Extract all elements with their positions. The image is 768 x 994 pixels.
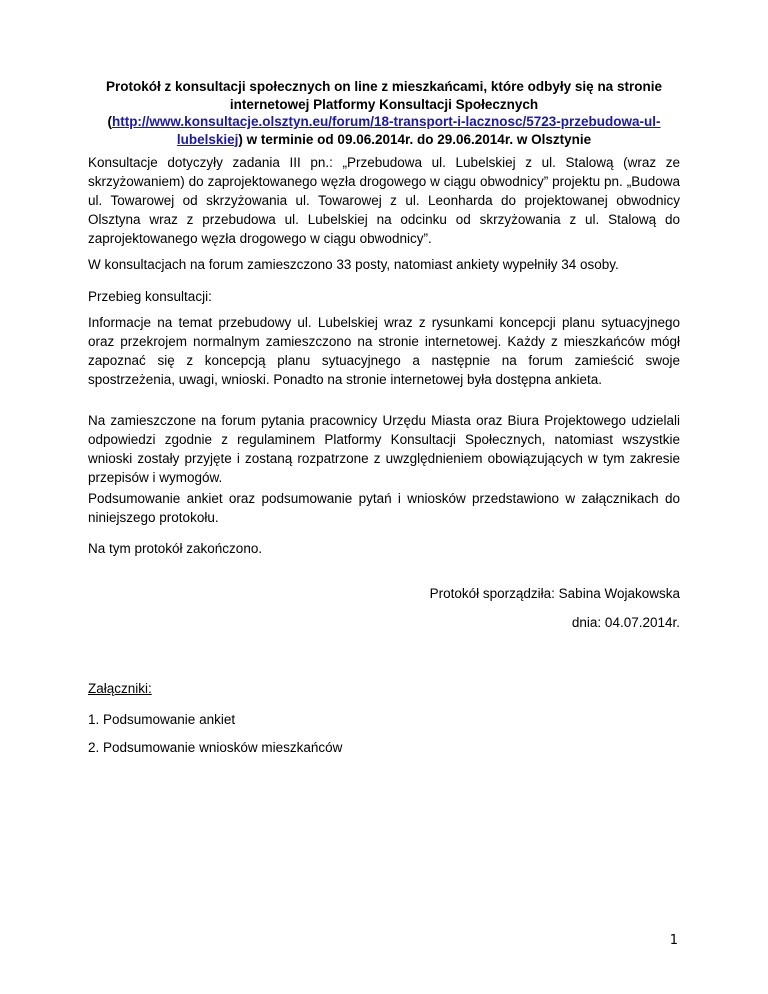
- paragraph-process: Informacje na temat przebudowy ul. Lubelskiej wraz z rysunkami koncepcji planu sytuacyjnego oraz przekrojem normalnym zamieszczono na stronie internetowej. Każdy z mieszkańców mógł zapoznać się z koncepcją planu sytuacyjnego a następnie na forum zamieścić swoje spostrzeżenia, uwagi, wnioski. Ponadto na stronie internetowej była dostępna ankieta.: [88, 315, 680, 387]
- paragraph-closing: Na tym protokół zakończono.: [88, 541, 263, 556]
- page-number: 1: [669, 933, 678, 948]
- title-date-range: ) w terminie od 09.06.2014r. do 29.06.2014r. w Olsztynie: [238, 131, 592, 147]
- paragraph-heading-process: Przebieg konsultacji:: [88, 289, 212, 304]
- paragraph-scope: Konsultacje dotyczyły zadania III pn.: „Przebudowa ul. Lubelskiej z ul. Stalową (wraz ze skrzyżowaniem) do zaprojektowanego węzła drogowego w ciągu obwodnicy” projektu pn. „Budowa ul. Towarowej od skrzyżowania ul. Towarowej z ul. Leonharda do projektowanej obwodnicy Olsztyna wraz z przebudowa ul. Lubelskiej na odcinku od skrzyżowania z ul. Stalową do zaprojektowanego węzła drogowego w ciągu obwodnicy”.: [88, 155, 680, 246]
- attachment-item: 2. Podsumowanie wniosków mieszkańców: [88, 740, 343, 755]
- document-title: [88, 78, 680, 148]
- signature-date: dnia: 04.07.2014r.: [571, 615, 680, 630]
- paragraph-answers: Na zamieszczone na forum pytania pracownicy Urzędu Miasta oraz Biura Projektowego udzielali odpowiedzi zgodnie z regulaminem Platformy Konsultacji Społecznych, natomiast wszystkie wnioski zostały przyjęte i zostaną rozpatrzone z uwzględnieniem obowiązujących w tym zakresie przepisów i wymogów.: [88, 413, 680, 485]
- title-paren-open: (: [107, 114, 112, 129]
- title-text: Protokół z konsultacji społecznych on line z mieszkańcami, które odbyły się na stronie internetowej Platformy Konsultacji Społecznych: [106, 79, 662, 112]
- signature: Protokół sporządziła: Sabina Wojakowska: [429, 586, 680, 601]
- forum-link[interactable]: http://www.konsultacje.olsztyn.eu/forum/18-transport-i-lacznosc/5723-przebudowa-ul-lubelskiej: [111, 114, 661, 147]
- attachments-heading: Załączniki:: [88, 681, 152, 696]
- paragraph-stats: W konsultacjach na forum zamieszczono 33 posty, natomiast ankiety wypełniły 34 osoby.: [88, 257, 619, 272]
- attachment-item: 1. Podsumowanie ankiet: [88, 712, 236, 727]
- paragraph-summary: Podsumowanie ankiet oraz podsumowanie pytań i wniosków przedstawiono w załącznikach do niniejszego protokołu.: [88, 491, 680, 525]
